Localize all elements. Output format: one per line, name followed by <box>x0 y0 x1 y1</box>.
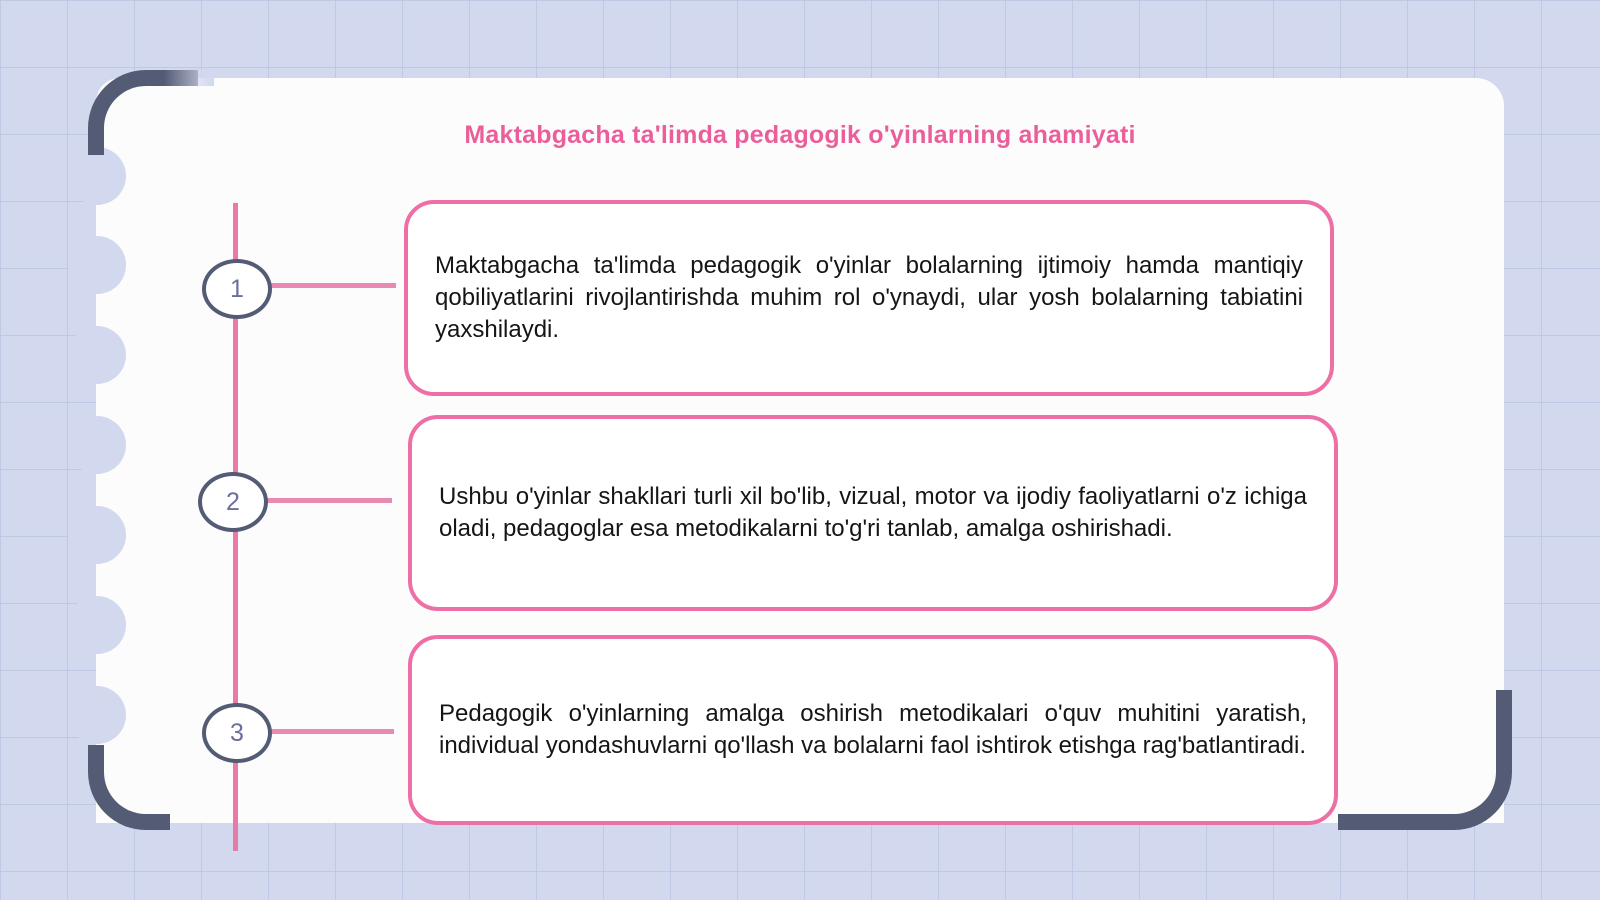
paper-scallop <box>68 506 126 564</box>
content-card-3 <box>408 635 1338 825</box>
paper-scallop <box>68 326 126 384</box>
step-number-2: 2 <box>198 472 268 532</box>
step-number-3: 3 <box>202 703 272 763</box>
paper-scallop <box>68 147 126 205</box>
corner-bracket-bottom-right <box>1338 690 1512 830</box>
paper-scallop <box>68 686 126 744</box>
content-card-2 <box>408 415 1338 611</box>
card-text-1: Maktabgacha ta'limda pedagogik o'yinlar bolalarning ijtimoiy hamda mantiqiy qobiliyatlarini rivojlantirishda muhim rol o'ynaydi, ular yosh bolalarning tabiatini yaxshilaydi. <box>435 252 1303 343</box>
paper-scallop <box>68 416 126 474</box>
card-text-3: Pedagogik o'yinlarning amalga oshirish metodikalari o'quv muhitini yaratish, individual yondashuvlarni qo'llash va bolalarni faol ishtirok etishga rag'batlantiradi. <box>439 700 1307 759</box>
timeline-connector-3 <box>266 729 394 734</box>
paper-scallop <box>68 596 126 654</box>
step-number-1: 1 <box>202 259 272 319</box>
timeline-connector-2 <box>264 498 392 503</box>
slide-title: Maktabgacha ta'limda pedagogik o'yinlarning ahamiyati <box>464 121 1136 149</box>
timeline-connector-1 <box>268 283 396 288</box>
content-card-1 <box>404 200 1334 396</box>
card-text-2: Ushbu o'yinlar shakllari turli xil bo'lib, vizual, motor va ijodiy faoliyatlarni o'z ichiga oladi, pedagoglar esa metodikalarni to'g'ri tanlab, amalga oshirishadi. <box>439 483 1307 542</box>
paper-scallop <box>68 236 126 294</box>
